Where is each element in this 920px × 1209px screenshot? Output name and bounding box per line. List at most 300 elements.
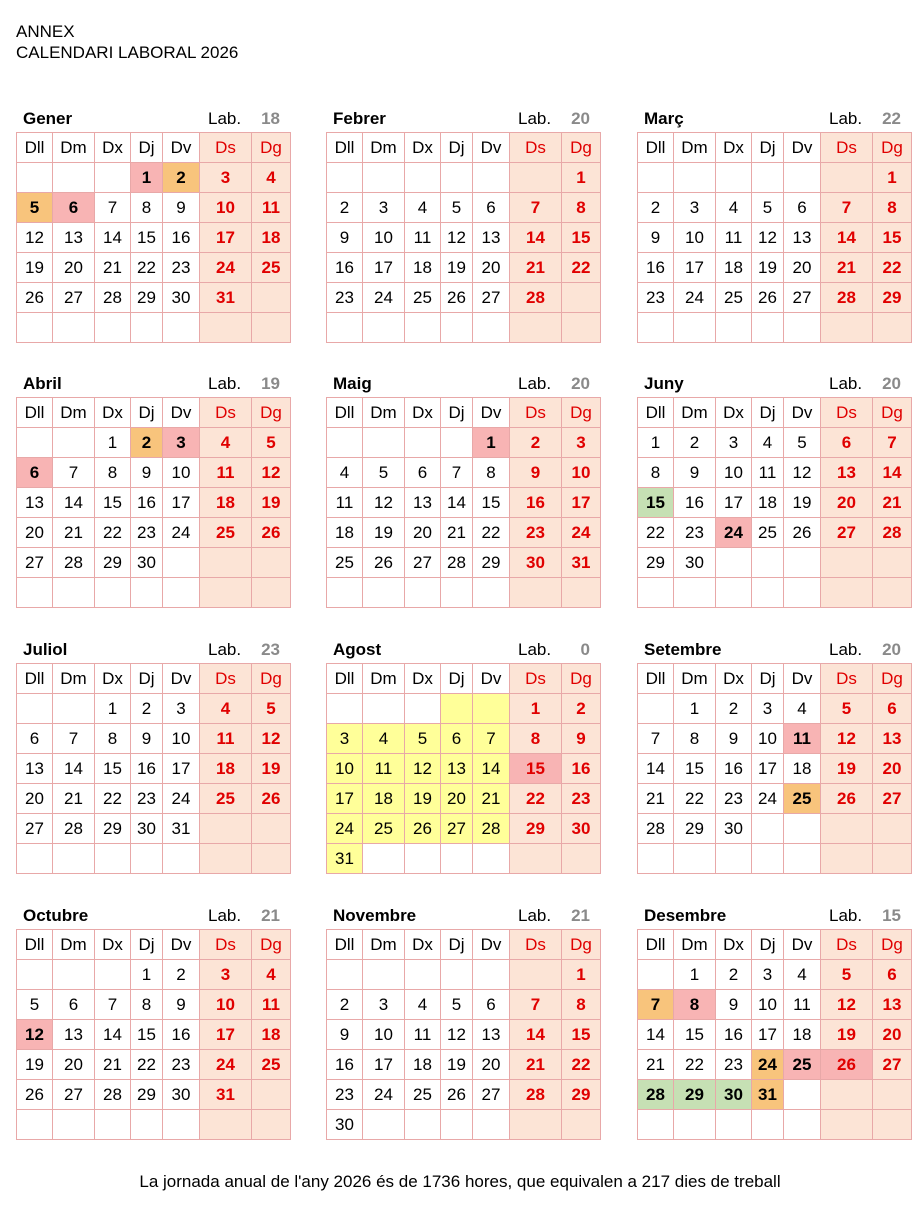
day-cell: 30 <box>716 814 752 844</box>
day-cell: 7 <box>821 193 873 223</box>
day-cell: 18 <box>327 518 363 548</box>
day-cell: 11 <box>405 1020 441 1050</box>
weekday-header: Dg <box>252 664 291 694</box>
weekday-header: Dg <box>252 398 291 428</box>
day-cell: 27 <box>821 518 873 548</box>
day-cell: 6 <box>405 458 441 488</box>
empty-day-cell <box>405 960 441 990</box>
day-cell: 20 <box>821 488 873 518</box>
empty-day-cell <box>473 694 510 724</box>
day-cell: 14 <box>638 754 674 784</box>
week-row <box>327 1020 601 1050</box>
day-cell: 1 <box>95 428 131 458</box>
day-cell: 1 <box>131 163 163 193</box>
day-cell: 6 <box>53 193 95 223</box>
day-cell: 31 <box>163 814 200 844</box>
empty-day-cell <box>752 578 784 608</box>
empty-day-cell <box>131 313 163 343</box>
day-cell: 21 <box>53 784 95 814</box>
empty-day-cell <box>200 814 252 844</box>
day-cell: 9 <box>674 458 716 488</box>
empty-day-cell <box>638 578 674 608</box>
day-cell: 23 <box>716 784 752 814</box>
weekday-header-row <box>638 398 912 428</box>
day-cell: 25 <box>405 283 441 313</box>
day-cell: 28 <box>473 814 510 844</box>
day-cell: 6 <box>17 458 53 488</box>
day-cell: 31 <box>752 1080 784 1110</box>
empty-day-cell <box>510 578 562 608</box>
weekday-header: Ds <box>510 930 562 960</box>
day-cell: 7 <box>53 458 95 488</box>
day-cell: 2 <box>716 694 752 724</box>
day-cell: 2 <box>716 960 752 990</box>
day-cell: 14 <box>510 223 562 253</box>
month-calendar-table <box>326 663 601 874</box>
day-cell: 11 <box>252 990 291 1020</box>
working-days-count: 18 <box>261 109 280 128</box>
weekday-header: Dj <box>752 664 784 694</box>
empty-day-cell <box>163 844 200 874</box>
day-cell: 22 <box>131 253 163 283</box>
day-cell: 6 <box>873 694 912 724</box>
week-row <box>17 754 291 784</box>
empty-day-cell <box>674 844 716 874</box>
week-row <box>638 253 912 283</box>
empty-day-cell <box>252 844 291 874</box>
day-cell: 4 <box>363 724 405 754</box>
day-cell: 11 <box>200 724 252 754</box>
empty-day-cell <box>821 313 873 343</box>
day-cell: 18 <box>252 1020 291 1050</box>
empty-day-cell <box>53 1110 95 1140</box>
day-cell: 27 <box>873 1050 912 1080</box>
day-cell: 11 <box>784 990 821 1020</box>
day-cell: 23 <box>163 1050 200 1080</box>
day-cell: 28 <box>638 1080 674 1110</box>
day-cell: 20 <box>53 253 95 283</box>
empty-day-cell <box>562 313 601 343</box>
day-cell: 18 <box>252 223 291 253</box>
day-cell: 3 <box>363 990 405 1020</box>
day-cell: 22 <box>873 253 912 283</box>
day-cell: 22 <box>95 784 131 814</box>
week-row <box>638 283 912 313</box>
day-cell: 18 <box>405 1050 441 1080</box>
week-row <box>17 814 291 844</box>
day-cell: 19 <box>252 754 291 784</box>
week-row <box>638 694 912 724</box>
day-cell: 23 <box>510 518 562 548</box>
day-cell: 4 <box>752 428 784 458</box>
day-cell: 29 <box>131 1080 163 1110</box>
day-cell: 9 <box>716 990 752 1020</box>
day-cell: 25 <box>363 814 405 844</box>
day-cell: 23 <box>716 1050 752 1080</box>
empty-day-cell <box>784 1080 821 1110</box>
weekday-header: Dll <box>638 133 674 163</box>
day-cell: 24 <box>200 1050 252 1080</box>
day-cell: 14 <box>53 488 95 518</box>
day-cell: 2 <box>638 193 674 223</box>
empty-day-cell <box>562 844 601 874</box>
empty-day-cell <box>821 844 873 874</box>
lab-label: Lab. <box>518 109 552 128</box>
day-cell: 10 <box>716 458 752 488</box>
weekday-header: Dv <box>473 930 510 960</box>
day-cell: 9 <box>716 724 752 754</box>
day-cell: 22 <box>674 784 716 814</box>
day-cell: 26 <box>441 1080 473 1110</box>
day-cell: 3 <box>200 163 252 193</box>
empty-day-cell <box>473 578 510 608</box>
working-days-count: 20 <box>571 374 590 393</box>
weekday-header-row <box>327 664 601 694</box>
empty-day-cell <box>17 163 53 193</box>
week-row <box>327 253 601 283</box>
empty-day-cell <box>441 428 473 458</box>
week-row <box>17 548 291 578</box>
empty-day-cell <box>510 1110 562 1140</box>
empty-day-cell <box>510 960 562 990</box>
day-cell: 22 <box>562 1050 601 1080</box>
empty-day-cell <box>53 844 95 874</box>
month-header <box>637 638 911 663</box>
empty-day-cell <box>638 960 674 990</box>
weekday-header: Dm <box>363 133 405 163</box>
day-cell: 14 <box>53 754 95 784</box>
day-cell: 20 <box>441 784 473 814</box>
day-cell: 8 <box>95 458 131 488</box>
empty-day-cell <box>53 428 95 458</box>
month-name: Gener <box>23 109 73 128</box>
empty-day-cell <box>17 578 53 608</box>
day-cell: 28 <box>95 1080 131 1110</box>
week-row <box>327 193 601 223</box>
empty-day-cell <box>95 844 131 874</box>
day-cell: 29 <box>473 548 510 578</box>
day-cell: 26 <box>252 518 291 548</box>
day-cell: 13 <box>821 458 873 488</box>
week-row <box>638 1080 912 1110</box>
day-cell: 21 <box>95 1050 131 1080</box>
lab-label: Lab. <box>829 640 863 659</box>
month-header <box>16 904 290 929</box>
empty-day-cell <box>716 578 752 608</box>
month-calendar-table <box>16 929 291 1140</box>
day-cell: 18 <box>200 488 252 518</box>
weekday-header: Dv <box>163 133 200 163</box>
weekday-header: Dg <box>562 664 601 694</box>
week-row <box>638 458 912 488</box>
weekday-header: Dj <box>131 398 163 428</box>
day-cell: 29 <box>562 1080 601 1110</box>
day-cell: 23 <box>131 518 163 548</box>
week-row <box>17 163 291 193</box>
day-cell: 20 <box>473 1050 510 1080</box>
day-cell: 10 <box>163 724 200 754</box>
day-cell: 7 <box>95 193 131 223</box>
day-cell: 7 <box>473 724 510 754</box>
empty-day-cell <box>327 578 363 608</box>
day-cell: 5 <box>821 694 873 724</box>
day-cell: 24 <box>716 518 752 548</box>
day-cell: 27 <box>784 283 821 313</box>
empty-day-cell <box>405 313 441 343</box>
day-cell: 11 <box>327 488 363 518</box>
day-cell: 27 <box>473 1080 510 1110</box>
day-cell: 12 <box>363 488 405 518</box>
day-cell: 12 <box>405 754 441 784</box>
empty-day-cell <box>821 1110 873 1140</box>
month-name: Juliol <box>23 640 68 659</box>
day-cell: 21 <box>441 518 473 548</box>
day-cell: 30 <box>131 548 163 578</box>
weekday-header: Ds <box>200 930 252 960</box>
weekday-header: Dj <box>752 398 784 428</box>
day-cell: 22 <box>95 518 131 548</box>
weekday-header: Dm <box>674 664 716 694</box>
empty-day-cell <box>510 313 562 343</box>
empty-day-cell <box>674 578 716 608</box>
day-cell: 31 <box>200 1080 252 1110</box>
empty-day-cell <box>327 694 363 724</box>
empty-day-cell <box>441 163 473 193</box>
empty-day-cell <box>638 844 674 874</box>
weekday-header: Dm <box>674 398 716 428</box>
empty-day-cell <box>784 578 821 608</box>
empty-day-cell <box>873 313 912 343</box>
empty-day-cell <box>53 960 95 990</box>
day-cell: 6 <box>784 193 821 223</box>
day-cell: 26 <box>17 283 53 313</box>
day-cell: 28 <box>53 548 95 578</box>
empty-day-cell <box>363 428 405 458</box>
empty-day-cell <box>405 694 441 724</box>
empty-day-cell <box>17 428 53 458</box>
annual-hours-note: La jornada anual de l'any 2026 és de 1736 hores, que equivalen a 217 dies de treball <box>139 1172 781 1191</box>
day-cell: 17 <box>752 1020 784 1050</box>
month-calendar-table <box>637 663 912 874</box>
weekday-header: Dll <box>638 398 674 428</box>
week-row <box>638 1020 912 1050</box>
day-cell: 20 <box>873 754 912 784</box>
day-cell: 3 <box>163 694 200 724</box>
weekday-header: Dv <box>473 398 510 428</box>
day-cell: 18 <box>405 253 441 283</box>
day-cell: 19 <box>17 1050 53 1080</box>
empty-day-cell <box>17 960 53 990</box>
weekday-header: Dv <box>163 930 200 960</box>
weekday-header: Dj <box>441 398 473 428</box>
day-cell: 15 <box>674 1020 716 1050</box>
weekday-header: Dx <box>405 664 441 694</box>
empty-day-cell <box>95 1110 131 1140</box>
day-cell: 12 <box>821 990 873 1020</box>
empty-day-cell <box>562 283 601 313</box>
empty-day-cell <box>784 163 821 193</box>
weekday-header-row <box>17 398 291 428</box>
empty-day-cell <box>821 1080 873 1110</box>
month-name: Juny <box>644 374 684 393</box>
weekday-header: Dll <box>17 930 53 960</box>
empty-day-cell <box>716 1110 752 1140</box>
week-row <box>327 1050 601 1080</box>
day-cell: 14 <box>441 488 473 518</box>
empty-day-cell <box>873 814 912 844</box>
lab-label: Lab. <box>518 640 552 659</box>
day-cell: 21 <box>53 518 95 548</box>
day-cell: 28 <box>873 518 912 548</box>
day-cell: 17 <box>200 223 252 253</box>
day-cell: 2 <box>131 428 163 458</box>
week-row <box>638 223 912 253</box>
day-cell: 13 <box>17 488 53 518</box>
day-cell: 29 <box>873 283 912 313</box>
day-cell: 15 <box>562 1020 601 1050</box>
empty-day-cell <box>784 844 821 874</box>
empty-day-cell <box>562 578 601 608</box>
month-calendar-table <box>16 397 291 608</box>
day-cell: 22 <box>638 518 674 548</box>
empty-day-cell <box>752 313 784 343</box>
day-cell: 26 <box>363 548 405 578</box>
day-cell: 6 <box>873 960 912 990</box>
day-cell: 27 <box>441 814 473 844</box>
empty-day-cell <box>441 694 473 724</box>
month-calendar-table <box>16 663 291 874</box>
day-cell: 14 <box>821 223 873 253</box>
month-calendar-table <box>637 929 912 1140</box>
day-cell: 24 <box>363 1080 405 1110</box>
weekday-header: Dll <box>638 930 674 960</box>
day-cell: 3 <box>327 724 363 754</box>
week-row <box>638 193 912 223</box>
week-row <box>17 428 291 458</box>
empty-day-cell <box>873 1080 912 1110</box>
empty-day-cell <box>752 844 784 874</box>
weekday-header: Dll <box>327 133 363 163</box>
day-cell: 5 <box>363 458 405 488</box>
working-days-count: 20 <box>571 109 590 128</box>
month-header <box>637 904 911 929</box>
day-cell: 23 <box>638 283 674 313</box>
weekday-header: Dm <box>363 930 405 960</box>
day-cell: 8 <box>674 724 716 754</box>
day-cell: 20 <box>17 784 53 814</box>
empty-day-cell <box>752 163 784 193</box>
day-cell: 16 <box>163 1020 200 1050</box>
empty-day-cell <box>95 960 131 990</box>
day-cell: 13 <box>17 754 53 784</box>
day-cell: 21 <box>473 784 510 814</box>
day-cell: 4 <box>716 193 752 223</box>
empty-day-cell <box>363 960 405 990</box>
week-row <box>17 694 291 724</box>
week-row <box>327 223 601 253</box>
empty-day-cell <box>638 1110 674 1140</box>
day-cell: 10 <box>562 458 601 488</box>
day-cell: 21 <box>638 784 674 814</box>
day-cell: 12 <box>752 223 784 253</box>
weekday-header: Dm <box>363 664 405 694</box>
empty-day-cell <box>784 1110 821 1140</box>
empty-day-cell <box>441 844 473 874</box>
day-cell: 11 <box>200 458 252 488</box>
empty-day-cell <box>473 163 510 193</box>
day-cell: 15 <box>638 488 674 518</box>
empty-day-cell <box>363 163 405 193</box>
month-name: Setembre <box>644 640 722 659</box>
day-cell: 16 <box>131 754 163 784</box>
day-cell: 1 <box>95 694 131 724</box>
day-cell: 5 <box>17 193 53 223</box>
empty-day-cell <box>252 814 291 844</box>
weekday-header: Dx <box>95 398 131 428</box>
day-cell: 9 <box>562 724 601 754</box>
day-cell: 17 <box>163 488 200 518</box>
day-cell: 29 <box>95 814 131 844</box>
weekday-header: Dll <box>327 664 363 694</box>
day-cell: 5 <box>821 960 873 990</box>
weekday-header: Dj <box>441 664 473 694</box>
day-cell: 2 <box>163 960 200 990</box>
week-row <box>327 694 601 724</box>
month-header <box>637 107 911 132</box>
weekday-header: Dv <box>784 664 821 694</box>
day-cell: 23 <box>327 1080 363 1110</box>
day-cell: 15 <box>473 488 510 518</box>
week-row <box>638 844 912 874</box>
day-cell: 16 <box>674 488 716 518</box>
empty-day-cell <box>163 548 200 578</box>
working-days-count: 22 <box>882 109 901 128</box>
weekday-header: Dg <box>873 133 912 163</box>
week-row <box>638 578 912 608</box>
week-row <box>17 253 291 283</box>
day-cell: 6 <box>821 428 873 458</box>
day-cell: 11 <box>716 223 752 253</box>
weekday-header: Dll <box>17 133 53 163</box>
day-cell: 9 <box>163 193 200 223</box>
day-cell: 10 <box>327 754 363 784</box>
day-cell: 30 <box>674 548 716 578</box>
day-cell: 14 <box>510 1020 562 1050</box>
day-cell: 27 <box>53 1080 95 1110</box>
day-cell: 6 <box>473 990 510 1020</box>
day-cell: 14 <box>473 754 510 784</box>
weekday-header: Dm <box>53 398 95 428</box>
day-cell: 16 <box>562 754 601 784</box>
day-cell: 15 <box>674 754 716 784</box>
empty-day-cell <box>327 313 363 343</box>
day-cell: 26 <box>441 283 473 313</box>
week-row <box>638 548 912 578</box>
day-cell: 10 <box>363 223 405 253</box>
week-row <box>17 193 291 223</box>
week-row <box>17 518 291 548</box>
day-cell: 22 <box>131 1050 163 1080</box>
weekday-header: Dj <box>131 664 163 694</box>
day-cell: 30 <box>562 814 601 844</box>
day-cell: 21 <box>510 253 562 283</box>
weekday-header: Dll <box>638 664 674 694</box>
empty-day-cell <box>510 844 562 874</box>
day-cell: 10 <box>674 223 716 253</box>
weekday-header-row <box>638 133 912 163</box>
weekday-header: Dj <box>131 133 163 163</box>
weekday-header-row <box>638 930 912 960</box>
